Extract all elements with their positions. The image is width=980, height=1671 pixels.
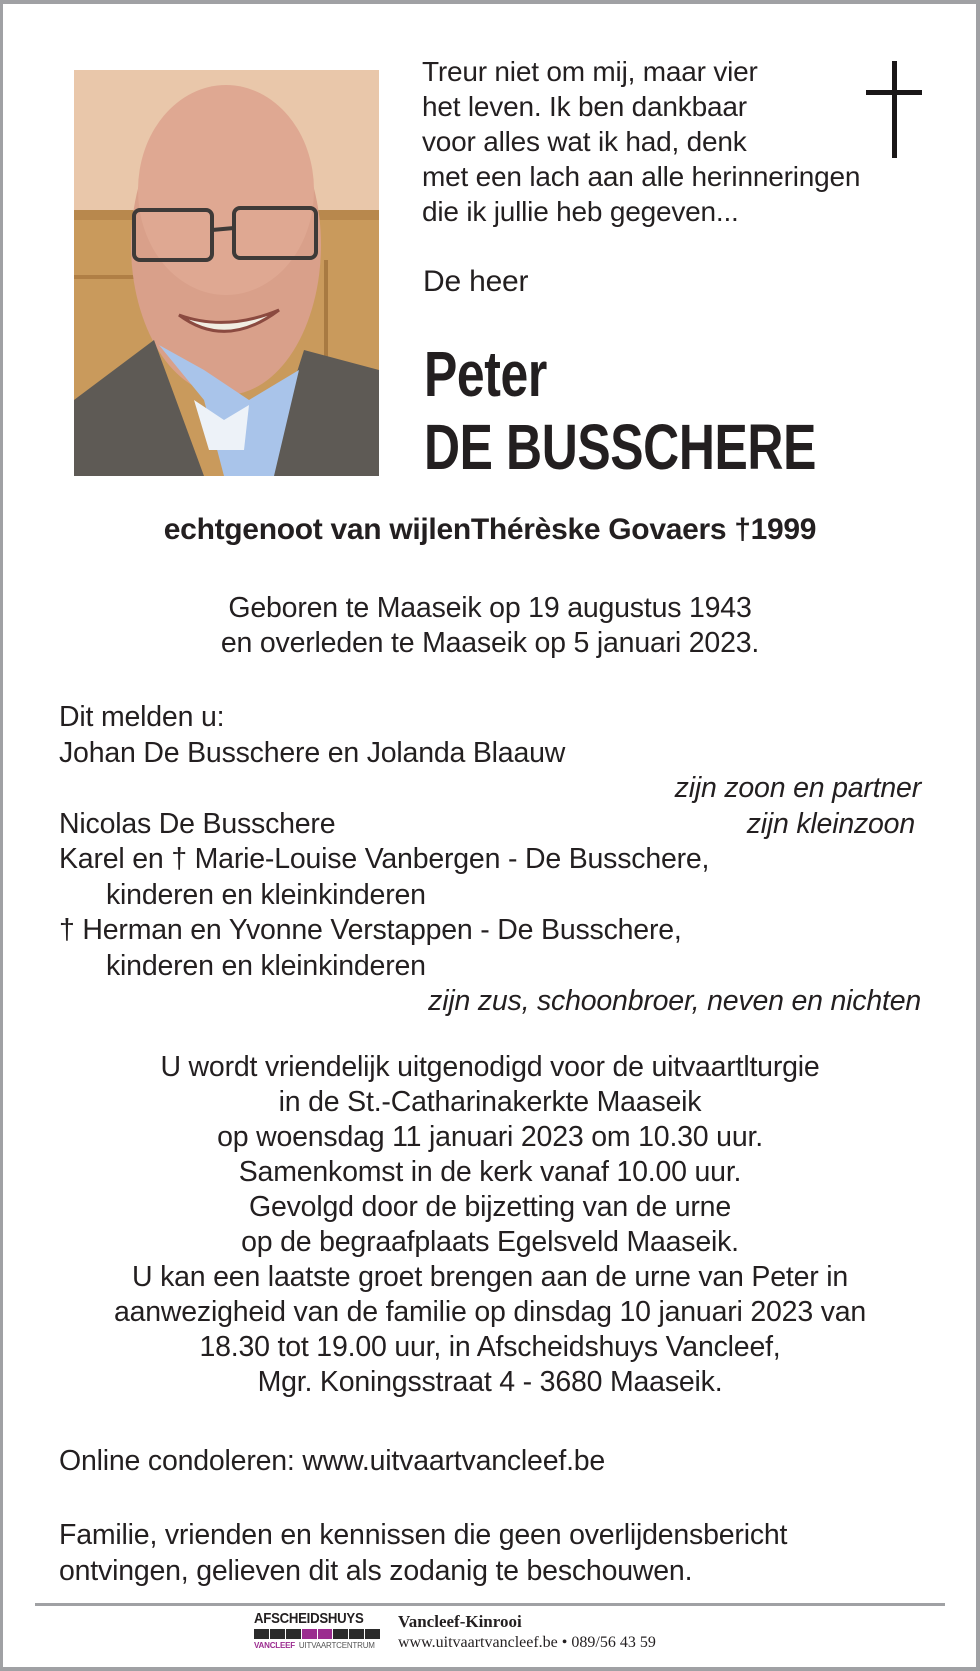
- poem-line: die ik jullie heb gegeven...: [422, 196, 739, 227]
- birth-death-dates: [0, 591, 980, 661]
- funeral-home-info: [398, 1611, 656, 1653]
- poem-line: met een lach aan alle herinneringen: [422, 161, 861, 192]
- family-row: [59, 913, 921, 949]
- title-prefix: De heer: [423, 265, 529, 298]
- family-row: [59, 949, 921, 985]
- family-list: [59, 700, 921, 1020]
- logo-wordmark: AFSCHEIDSHUYS: [254, 1610, 364, 1627]
- family-row: [59, 771, 921, 807]
- invitation-line: in de St.-Catharinakerkte Maaseik: [278, 1086, 702, 1118]
- invitation-line: U wordt vriendelijk uitgenodigd voor de uitvaartlturgie: [160, 1051, 820, 1083]
- family-relation: zijn zus, schoonbroer, neven en nichten: [428, 985, 921, 1017]
- family-relation: zijn kleinzoon: [746, 807, 915, 840]
- family-row: [59, 736, 921, 772]
- latin-cross-icon: [866, 61, 922, 158]
- invitation-line: op de begraafplaats Egelsveld Maaseik.: [241, 1226, 739, 1258]
- family-row: [59, 984, 921, 1020]
- family-name: Karel en † Marie-Louise Vanbergen - De Busschere,: [59, 843, 710, 875]
- notice-text: [59, 1517, 787, 1589]
- poem-line: Treur niet om mij, maar vier: [422, 56, 758, 87]
- family-name: Johan De Busschere en Jolanda Blaauw: [59, 736, 566, 769]
- logo-bar: [254, 1629, 380, 1639]
- family-row: [59, 807, 921, 843]
- notice-line: Familie, vrienden en kennissen die geen overlijdensbericht: [59, 1519, 788, 1551]
- family-intro: Dit melden u:: [59, 701, 225, 733]
- family-name: † Herman en Yvonne Verstappen - De Busschere,: [59, 914, 682, 946]
- notice-line: ontvingen, gelieven dit als zodanig te beschouwen.: [59, 1555, 693, 1587]
- poem: [422, 54, 942, 229]
- invitation-line: aanwezigheid van de familie op dinsdag 10 januari 2023 van: [113, 1296, 867, 1328]
- logo-sub-right: UITVAARTCENTRUM: [298, 1641, 375, 1650]
- invitation-line: Mgr. Koningsstraat 4 - 3680 Maaseik.: [257, 1366, 723, 1398]
- birth-line: Geboren te Maaseik op 19 augustus 1943: [228, 592, 752, 624]
- poem-line: het leven. Ik ben dankbaar: [422, 91, 747, 122]
- invitation-line: 18.30 tot 19.00 uur, in Afscheidshuys Vancleef,: [199, 1331, 781, 1363]
- invitation-line: Samenkomst in de kerk vanaf 10.00 uur.: [238, 1156, 742, 1188]
- portrait-photo: [74, 70, 379, 476]
- invitation-line: op woensdag 11 januari 2023 om 10.30 uur.: [217, 1121, 763, 1153]
- invitation-line: Gevolgd door de bijzetting van de urne: [249, 1191, 731, 1223]
- funeral-home-contact[interactable]: www.uitvaartvancleef.be • 089/56 43 59: [398, 1634, 656, 1651]
- logo-sub-left: VANCLEEF: [254, 1641, 295, 1650]
- funeral-home-logo: [254, 1610, 380, 1650]
- invitation-line: U kan een laatste groet brengen aan de urne van Peter in: [131, 1261, 849, 1293]
- poem-line: voor alles wat ik had, denk: [422, 126, 747, 157]
- online-condolence-link[interactable]: Online condoleren: www.uitvaartvancleef.be: [59, 1445, 606, 1477]
- footer-divider: [35, 1603, 945, 1606]
- family-name: kinderen en kleinkinderen: [106, 878, 426, 911]
- family-name: kinderen en kleinkinderen: [106, 949, 426, 982]
- spouse-line: echtgenoot van wijlenThérèske Govaers †1999: [163, 513, 817, 546]
- family-name: Nicolas De Busschere: [59, 807, 336, 840]
- family-row: [59, 842, 921, 878]
- first-name: Peter: [424, 338, 547, 410]
- family-row: [59, 878, 921, 914]
- funeral-home-name: Vancleef-Kinrooi: [398, 1612, 522, 1631]
- logo-subtitle: [254, 1641, 380, 1650]
- family-relation: zijn zoon en partner: [674, 772, 921, 804]
- funeral-invitation: [0, 1050, 980, 1400]
- death-line: en overleden te Maaseik op 5 januari 2023.: [220, 627, 760, 659]
- portrait-illustration: [74, 70, 379, 476]
- last-name: DE BUSSCHERE: [424, 411, 816, 483]
